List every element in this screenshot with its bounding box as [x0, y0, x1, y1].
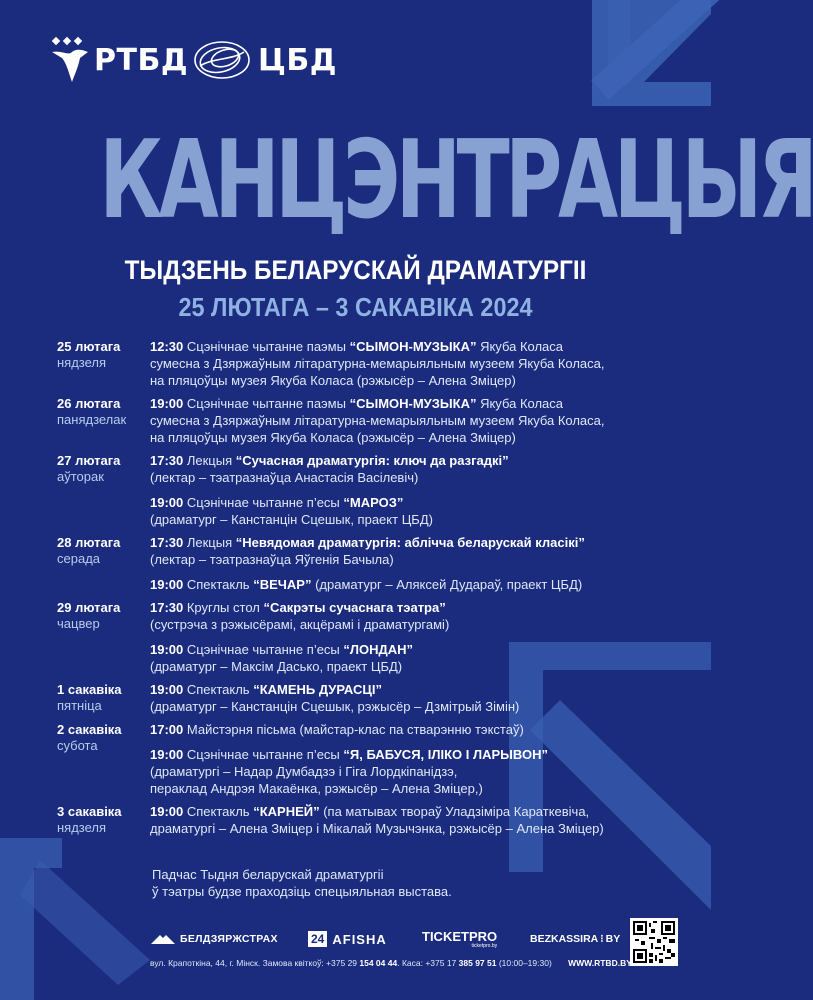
- event-highlight: 17:30: [150, 600, 184, 615]
- event-highlight: “ВЕЧАР”: [253, 577, 312, 592]
- cbd-swirl-icon: [192, 38, 252, 82]
- day-weekday: пятніца: [57, 698, 102, 713]
- note-line: Падчас Тыдня беларускай драматургіі: [152, 867, 384, 882]
- beldzarzhstrakh-label: БЕЛДЗЯРЖСТРАХ: [180, 933, 278, 945]
- footer-website-link[interactable]: WWW.RTBD.BY: [568, 958, 632, 968]
- event-line: [150, 511, 677, 528]
- event-line: [150, 599, 677, 616]
- event-highlight: 17:30: [150, 535, 184, 550]
- event-highlight: 19:00: [150, 577, 184, 592]
- event-text: драматургі – Алена Зміцер і Мікалай Музычэнка, рэжысёр – Алена Зміцер): [150, 821, 604, 836]
- event-text: Майстэрня пісьма (майстар-клас па стварэнню тэкстаў): [183, 722, 524, 737]
- schedule-day: [57, 599, 677, 675]
- event-line: [150, 355, 677, 372]
- day-events: [150, 681, 677, 715]
- day-date: 29 лютага: [57, 600, 121, 615]
- event-highlight: “ЛОНДАН”: [343, 642, 414, 657]
- festival-dates: 25 ЛЮТАГА – 3 САКАВІКА 2024: [178, 292, 533, 322]
- day-date: 3 сакавіка: [57, 804, 122, 819]
- day-events: [150, 721, 677, 797]
- event-line: [150, 429, 677, 446]
- beldzarzhstrakh-logo-icon: [150, 932, 176, 946]
- day-events: [150, 395, 677, 446]
- event-highlight: “Невядомая драматургія: аблічча беларускай класікі”: [235, 535, 585, 550]
- day-weekday: нядзеля: [57, 820, 107, 835]
- event-text: (драматург – Канстанцін Сцешык, праект ЦБД): [150, 512, 433, 527]
- event-highlight: 12:30: [150, 339, 184, 354]
- bezkassira-suffix: BY: [605, 933, 621, 945]
- schedule-day: [57, 338, 677, 389]
- day-date: 28 лютага: [57, 535, 121, 550]
- partner-afisha[interactable]: [308, 926, 387, 952]
- event-text: Спектакль: [183, 682, 254, 697]
- day-date: 26 лютага: [57, 396, 121, 411]
- ticketpro-label: TICKETPRO: [422, 928, 498, 944]
- note-line: ў тэатры будзе праходзіць спецыяльная выстава.: [152, 884, 452, 899]
- qr-code-icon: [633, 921, 675, 963]
- partner-ticketpro[interactable]: [422, 926, 497, 952]
- bezkassira-dot-icon: ⁝: [600, 933, 604, 945]
- footer-hours: (10:00–19:30): [496, 958, 555, 968]
- schedule-day: [57, 395, 677, 446]
- event-highlight: 19:00: [150, 747, 184, 762]
- event-line: [150, 721, 677, 738]
- day-weekday: субота: [57, 738, 98, 753]
- event-line: [150, 576, 677, 593]
- event-line: [150, 820, 677, 837]
- schedule-day: [57, 452, 677, 528]
- partner-bezkassira[interactable]: [530, 926, 620, 952]
- event-line: [150, 746, 677, 763]
- event-text: Круглы стол: [183, 600, 264, 615]
- event-highlight: “КАРНЕЙ”: [253, 804, 320, 819]
- schedule-day: [57, 721, 677, 797]
- partners-row: [150, 926, 620, 952]
- event-text: (драматург – Канстанцін Сцешык, рэжысёр – Дзмітрый Зімін): [150, 699, 520, 714]
- event-text: сумесна з Дзяржаўным літаратурна-мемарыяльным музеем Якуба Коласа,: [150, 356, 605, 371]
- partner-beldzarzhstrakh[interactable]: [150, 926, 278, 952]
- festival-subtitle: ТЫДЗЕНЬ БЕЛАРУСКАЙ ДРАМАТУРГІІ: [124, 255, 587, 285]
- event-highlight: “Я, БАБУСЯ, ІЛІКО І ЛАРЫВОН”: [343, 747, 548, 762]
- event-text: (драматург – Аляксей Дудараў, праект ЦБД): [311, 577, 583, 592]
- day-events: [150, 534, 677, 593]
- event-line: [150, 372, 677, 389]
- event-line: [150, 469, 677, 486]
- event-text: Спектакль: [183, 577, 254, 592]
- day-date: 25 лютага: [57, 339, 121, 354]
- afisha-label: AFISHA: [332, 931, 387, 947]
- event-text: сумесна з Дзяржаўным літаратурна-мемарыяльным музеем Якуба Коласа,: [150, 413, 605, 428]
- event-text: Лекцыя: [183, 453, 236, 468]
- afisha-number-badge: 24: [308, 931, 327, 947]
- event-line: [150, 616, 677, 633]
- event-text: (драматургі – Надар Думбадзэ і Гіга Лордкіпанідзэ,: [150, 764, 458, 779]
- event-text: (сустрэча з рэжысёрамі, акцёрамі і драматургамі): [150, 617, 450, 632]
- day-weekday: нядзеля: [57, 355, 107, 370]
- day-label: [57, 803, 150, 837]
- cbd-logo[interactable]: [192, 38, 337, 82]
- event-line: [150, 780, 677, 797]
- main-title: КАНЦЭНТРАЦЫЯ: [99, 118, 813, 243]
- exhibition-note: [152, 866, 452, 900]
- day-events: [150, 452, 677, 528]
- day-events: [150, 803, 677, 837]
- footer-phone-cash[interactable]: 385 97 51: [458, 958, 497, 968]
- event-highlight: “СЫМОН-МУЗЫКА”: [349, 396, 477, 411]
- event-highlight: “КАМЕНЬ ДУРАСЦІ”: [253, 682, 382, 697]
- event-text: на пляцоўцы музея Якуба Коласа (рэжысёр – Алена Зміцер): [150, 373, 516, 388]
- day-date: 27 лютага: [57, 453, 121, 468]
- bezkassira-label: BEZKASSIRA: [530, 933, 599, 945]
- day-weekday: чацвер: [57, 616, 100, 631]
- event-text: (лектар – тэатразнаўца Анастасія Васілевіч): [150, 470, 419, 485]
- day-events: [150, 338, 677, 389]
- event-line: [150, 486, 677, 494]
- event-text: Сцэнічнае чытанне паэмы: [183, 339, 350, 354]
- event-line: [150, 534, 677, 551]
- event-text: Сцэнічнае чытанне п’есы: [183, 642, 344, 657]
- event-text: (драматург – Максім Дасько, праект ЦБД): [150, 659, 403, 674]
- day-label: [57, 452, 150, 528]
- event-text: Сцэнічнае чытанне п’есы: [183, 495, 344, 510]
- event-text: на пляцоўцы музея Якуба Коласа (рэжысёр – Алена Зміцер): [150, 430, 516, 445]
- event-text: Якуба Коласа: [476, 339, 563, 354]
- schedule-day: [57, 803, 677, 837]
- day-date: 1 сакавіка: [57, 682, 122, 697]
- event-line: [150, 452, 677, 469]
- event-line: [150, 698, 677, 715]
- event-line: [150, 395, 677, 412]
- event-text: пераклад Андрэя Макаёнка, рэжысёр – Алена Зміцер,): [150, 781, 483, 796]
- event-text: (лектар – тэатразнаўца Яўгенія Бачыла): [150, 552, 394, 567]
- event-line: [150, 803, 677, 820]
- event-line: [150, 738, 677, 746]
- rtbd-logo-text: РТБД: [94, 42, 189, 78]
- day-weekday: аўторак: [57, 469, 104, 484]
- event-line: [150, 494, 677, 511]
- event-line: [150, 763, 677, 780]
- event-text: Якуба Коласа: [476, 396, 563, 411]
- event-highlight: “СЫМОН-МУЗЫКА”: [349, 339, 477, 354]
- event-line: [150, 412, 677, 429]
- event-highlight: 19:00: [150, 495, 184, 510]
- event-line: [150, 338, 677, 355]
- event-line: [150, 633, 677, 641]
- rtbd-logo[interactable]: [50, 38, 188, 82]
- day-label: [57, 395, 150, 446]
- footer-address: вул. Крапоткіна, 44, г. Мінск. Замова квіткоў: +375 29: [150, 958, 360, 968]
- event-text: Спектакль: [183, 804, 254, 819]
- event-highlight: 17:30: [150, 453, 184, 468]
- day-weekday: панядзелак: [57, 412, 127, 427]
- footer-phone-order[interactable]: 154 04 44: [359, 958, 398, 968]
- event-highlight: 19:00: [150, 396, 184, 411]
- schedule-day: [57, 681, 677, 715]
- schedule: [57, 338, 677, 843]
- footer-cash-label: . Каса: +375 17: [397, 958, 459, 968]
- event-line: [150, 681, 677, 698]
- cbd-logo-text: ЦБД: [258, 42, 337, 78]
- event-highlight: “Сакрэты сучаснага тэатра”: [263, 600, 446, 615]
- event-text: Сцэнічнае чытанне паэмы: [183, 396, 350, 411]
- day-label: [57, 599, 150, 675]
- event-text: (па матывах твораў Уладзіміра Караткевіча,: [319, 804, 590, 819]
- day-label: [57, 721, 150, 797]
- event-highlight: “МАРОЗ”: [343, 495, 404, 510]
- rtbd-emblem-icon: [50, 38, 90, 82]
- day-weekday: серада: [57, 551, 101, 566]
- day-label: [57, 338, 150, 389]
- event-highlight: 19:00: [150, 642, 184, 657]
- event-highlight: 19:00: [150, 682, 184, 697]
- event-text: Сцэнічнае чытанне п’есы: [183, 747, 344, 762]
- event-highlight: “Сучасная драматургія: ключ да разгадкі”: [235, 453, 509, 468]
- event-highlight: 19:00: [150, 804, 184, 819]
- day-date: 2 сакавіка: [57, 722, 122, 737]
- ticketpro-sub-label: ticketpro.by: [471, 942, 498, 949]
- event-text: Лекцыя: [183, 535, 236, 550]
- day-label: [57, 534, 150, 593]
- day-label: [57, 681, 150, 715]
- schedule-day: [57, 534, 677, 593]
- event-line: [150, 568, 677, 576]
- event-line: [150, 658, 677, 675]
- event-line: [150, 551, 677, 568]
- day-events: [150, 599, 677, 675]
- event-highlight: 17:00: [150, 722, 184, 737]
- footer-contacts: [150, 958, 680, 968]
- event-line: [150, 641, 677, 658]
